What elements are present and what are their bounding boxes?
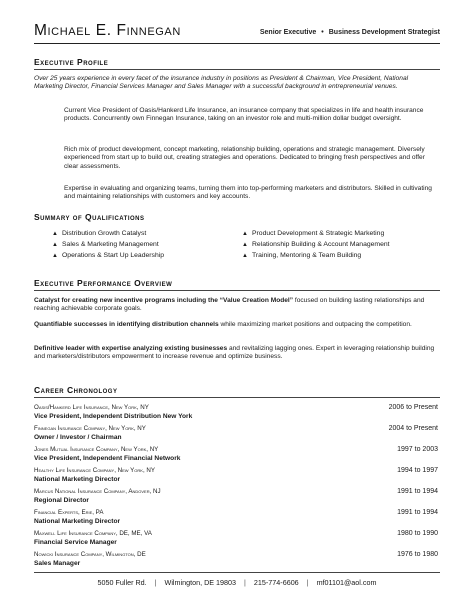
profile-paragraph-4: Expertise in evaluating and organizing teams, turning them into top-performing marketers and distributors. Skilled in cultivating and maintaining relationships with customers and key accounts. [64, 185, 432, 201]
chronology-title: Career Chronology [34, 385, 118, 395]
job-dates: 2006 to Present [388, 404, 438, 411]
qualification-item: ▲ Operations & Start Up Leadership [52, 251, 164, 261]
profile-title: Executive Profile [34, 57, 109, 67]
job-title: National Marketing Director [34, 518, 121, 525]
job-employer: Financial Experts, Erie, PA [34, 509, 104, 516]
profile-paragraph-2: Current Vice President of Oasis/Hankerd Life Insurance, an insurance company that specializes in life and health insurance products. Concurrently own Finnegan Insurance, taking on an investor role and multi-million dollar budget oversight. [64, 107, 424, 123]
job-title: Sales Manager [34, 560, 81, 567]
footer-separator: | [306, 578, 309, 587]
job-title: Regional Director [34, 497, 89, 504]
footer-separator: | [154, 578, 157, 587]
tagline-role-2: Business Development Strategist [328, 29, 440, 36]
job-dates: 1991 to 1994 [397, 509, 438, 516]
triangle-bullet-icon: ▲ [52, 231, 58, 237]
contact-phone: 215-774-6606 [253, 578, 299, 587]
qualification-item: ▲ Distribution Growth Catalyst [52, 229, 146, 239]
job-employer: Oasis/Hankerd Life Insurance, New York, NY [34, 404, 149, 411]
job-employer: Jones Mutual Insurance Company, New York, NY [34, 446, 159, 453]
triangle-bullet-icon: ▲ [242, 231, 248, 237]
job-title: Financial Service Manager [34, 539, 117, 546]
contact-address: 5050 Fuller Rd. [97, 578, 147, 587]
header-tagline [260, 29, 440, 36]
tagline-role-1: Senior Executive [259, 29, 317, 36]
job-employer: Healthy Life Insurance Company, New York, NY [34, 467, 156, 474]
qualification-item: ▲ Relationship Building & Account Management [242, 240, 390, 250]
qualification-item: ▲ Product Development & Strategic Marketing [242, 229, 384, 239]
job-title: Vice President, Independent Financial Network [34, 455, 181, 462]
job-dates: 1997 to 2003 [397, 446, 438, 453]
header-rule [34, 43, 440, 44]
contact-email[interactable]: mf01101@aol.com [316, 578, 377, 587]
qualifications-title: Summary of Qualifications [34, 212, 145, 222]
job-dates: 1976 to 1980 [397, 551, 438, 558]
performance-item: Quantifiable successes in identifying distribution channels while maximizing market positions and outpacing the competition. [34, 321, 412, 328]
job-employer: Marcus National Insurance Company, Andover, NJ [34, 488, 161, 495]
job-dates: 2004 to Present [388, 425, 438, 432]
job-dates: 1980 to 1990 [397, 530, 438, 537]
tagline-separator: • [321, 29, 324, 36]
qualification-item: ▲ Training, Mentoring & Team Building [242, 251, 361, 261]
contact-city: Wilmington, DE 19803 [164, 578, 237, 587]
footer-separator: | [244, 578, 246, 587]
triangle-bullet-icon: ▲ [52, 253, 58, 259]
performance-title: Executive Performance Overview [34, 278, 173, 288]
candidate-name: Michael E. Finnegan [34, 22, 181, 39]
profile-summary: Over 25 years experience in every facet of the insurance industry in positions as President & Chairman, Vice President, National Marketing Director, Financial Services Manager and Sales Manager with a successful background in entrepreneurial venues. [34, 75, 409, 91]
job-dates: 1994 to 1997 [397, 467, 438, 474]
job-employer: Nowicki Insurance Company, Wilmington, DE [34, 551, 146, 558]
contact-footer [34, 578, 440, 587]
job-employer: Finnegan Insurance Company, New York, NY [34, 425, 146, 432]
performance-item: Catalyst for creating new incentive programs including the “Value Creation Model” focused on building lasting relationships and reaching achievable corporate goals. [34, 297, 425, 313]
triangle-bullet-icon: ▲ [242, 242, 248, 248]
chronology-rule [34, 397, 440, 398]
triangle-bullet-icon: ▲ [242, 253, 248, 259]
job-title: Owner / Investor / Chairman [34, 434, 122, 441]
job-title: National Marketing Director [34, 476, 121, 483]
qualification-item: ▲ Sales & Marketing Management [52, 240, 159, 250]
performance-item: Definitive leader with expertise analyzing existing businesses and revitalizing lagging ones. Expert in leveraging relationship building and marketers/distributors empowerment to increase revenue and optimize business. [34, 345, 435, 361]
triangle-bullet-icon: ▲ [52, 242, 58, 248]
profile-rule [34, 69, 440, 70]
job-dates: 1991 to 1994 [397, 488, 438, 495]
performance-rule [34, 290, 440, 291]
profile-paragraph-3: Rich mix of product development, concept marketing, relationship building, operations and strategic management. Diversely experienced from start up to build out, creating strategies and operations. Dedicated to bringing fresh perspectives and offer clear assessments. [64, 146, 425, 170]
job-employer: Maxwell Life Insurance Company, DE, ME, VA [34, 530, 152, 537]
footer-rule [34, 572, 440, 573]
job-title: Vice President, Independent Distribution New York [34, 413, 193, 420]
